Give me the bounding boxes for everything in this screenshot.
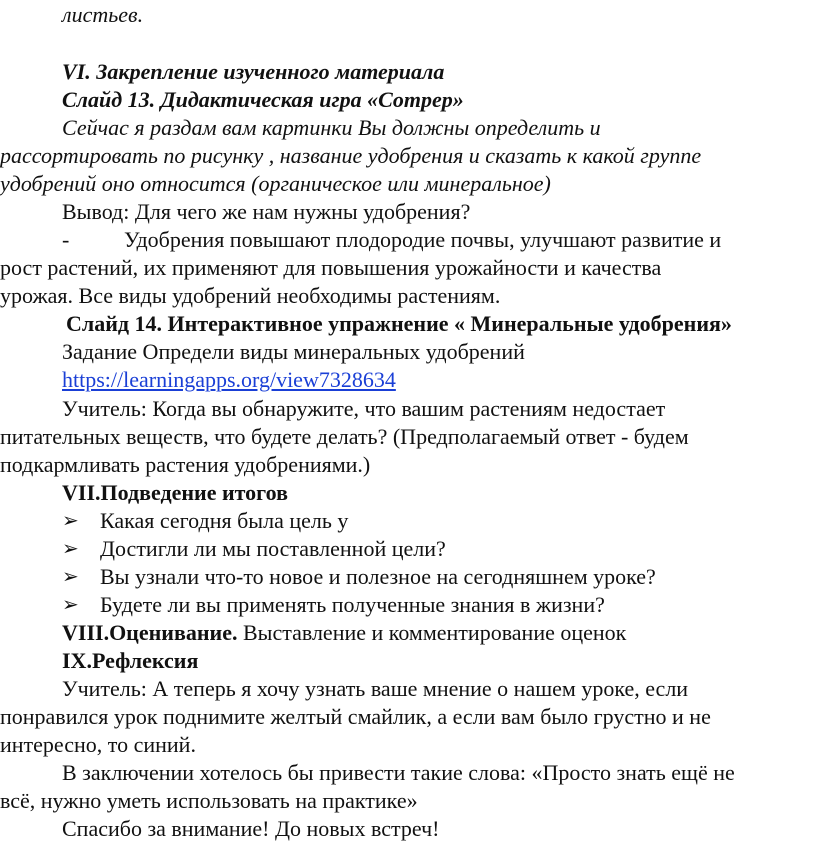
teacher-question-line-2: питательных веществ, что будете делать? (Предполагаемый ответ - будем [0, 424, 689, 449]
slide-13-text-line-2: рассортировать по рисунку , название удобрения и сказать к какой группе [0, 143, 702, 168]
section-8-title-bold: VIII.Оценивание. [62, 620, 238, 645]
learningapps-link[interactable]: https://learningapps.org/view7328634 [62, 367, 396, 392]
section-6-title: VI. Закрепление изученного материала [62, 59, 445, 84]
closing-quote-line-2: всё, нужно уметь использовать на практике» [0, 788, 418, 813]
conclusion-question: Вывод: Для чего же нам нужны удобрения? [62, 199, 471, 224]
summary-question: Какая сегодня была цель у [100, 508, 349, 533]
slide-13-text-line-1: Сейчас я раздам вам картинки Вы должны определить и [62, 115, 601, 140]
arrow-bullet-icon: ➢ [62, 564, 79, 588]
summary-question: Вы узнали что-то новое и полезное на сегодняшнем уроке? [100, 564, 656, 589]
arrow-bullet-icon: ➢ [62, 592, 79, 616]
section-8-title [62, 620, 626, 646]
section-7-title: VII.Подведение итогов [62, 480, 288, 505]
conclusion-dash: - [62, 227, 70, 252]
slide-13-text-line-3: удобрений оно относится (органическое или минеральное) [0, 171, 551, 196]
reflection-text-line-2: понравился урок поднимите желтый смайлик, а если вам было грустно и не [0, 704, 711, 729]
teacher-question-line-3: подкармливать растения удобрениями.) [0, 452, 371, 477]
section-8-title-rest: Выставление и комментирование оценок [237, 620, 627, 645]
summary-question: Достигли ли мы поставленной цели? [100, 536, 446, 561]
teacher-question-line-1: Учитель: Когда вы обнаружите, что вашим растениям недостает [62, 396, 666, 421]
conclusion-answer-line-2: рост растений, их применяют для повышения урожайности и качества [0, 255, 662, 280]
closing-quote-line-1: В заключении хотелось бы привести такие слова: «Просто знать ещё не [62, 760, 735, 785]
slide-13-title: Слайд 13. Дидактическая игра «Сотрер» [62, 87, 464, 112]
conclusion-answer-line-3: урожая. Все виды удобрений необходимы растениям. [0, 283, 501, 308]
thanks-text: Спасибо за внимание! До новых встреч! [62, 816, 440, 841]
summary-question: Будете ли вы применять полученные знания в жизни? [100, 592, 605, 617]
fragment-top: листьев. [62, 2, 144, 27]
conclusion-answer-line-1: Удобрения повышают плодородие почвы, улучшают развитие и [124, 227, 722, 252]
reflection-text-line-3: интересно, то синий. [0, 732, 196, 757]
slide-14-title: Слайд 14. Интерактивное упражнение « Минеральные удобрения» [66, 311, 732, 336]
arrow-bullet-icon: ➢ [62, 536, 79, 560]
reflection-text-line-1: Учитель: А теперь я хочу узнать ваше мнение о нашем уроке, если [62, 676, 689, 701]
task-text: Задание Определи виды минеральных удобрений [62, 339, 525, 364]
section-9-title: IX.Рефлексия [62, 648, 199, 673]
arrow-bullet-icon: ➢ [62, 508, 79, 532]
